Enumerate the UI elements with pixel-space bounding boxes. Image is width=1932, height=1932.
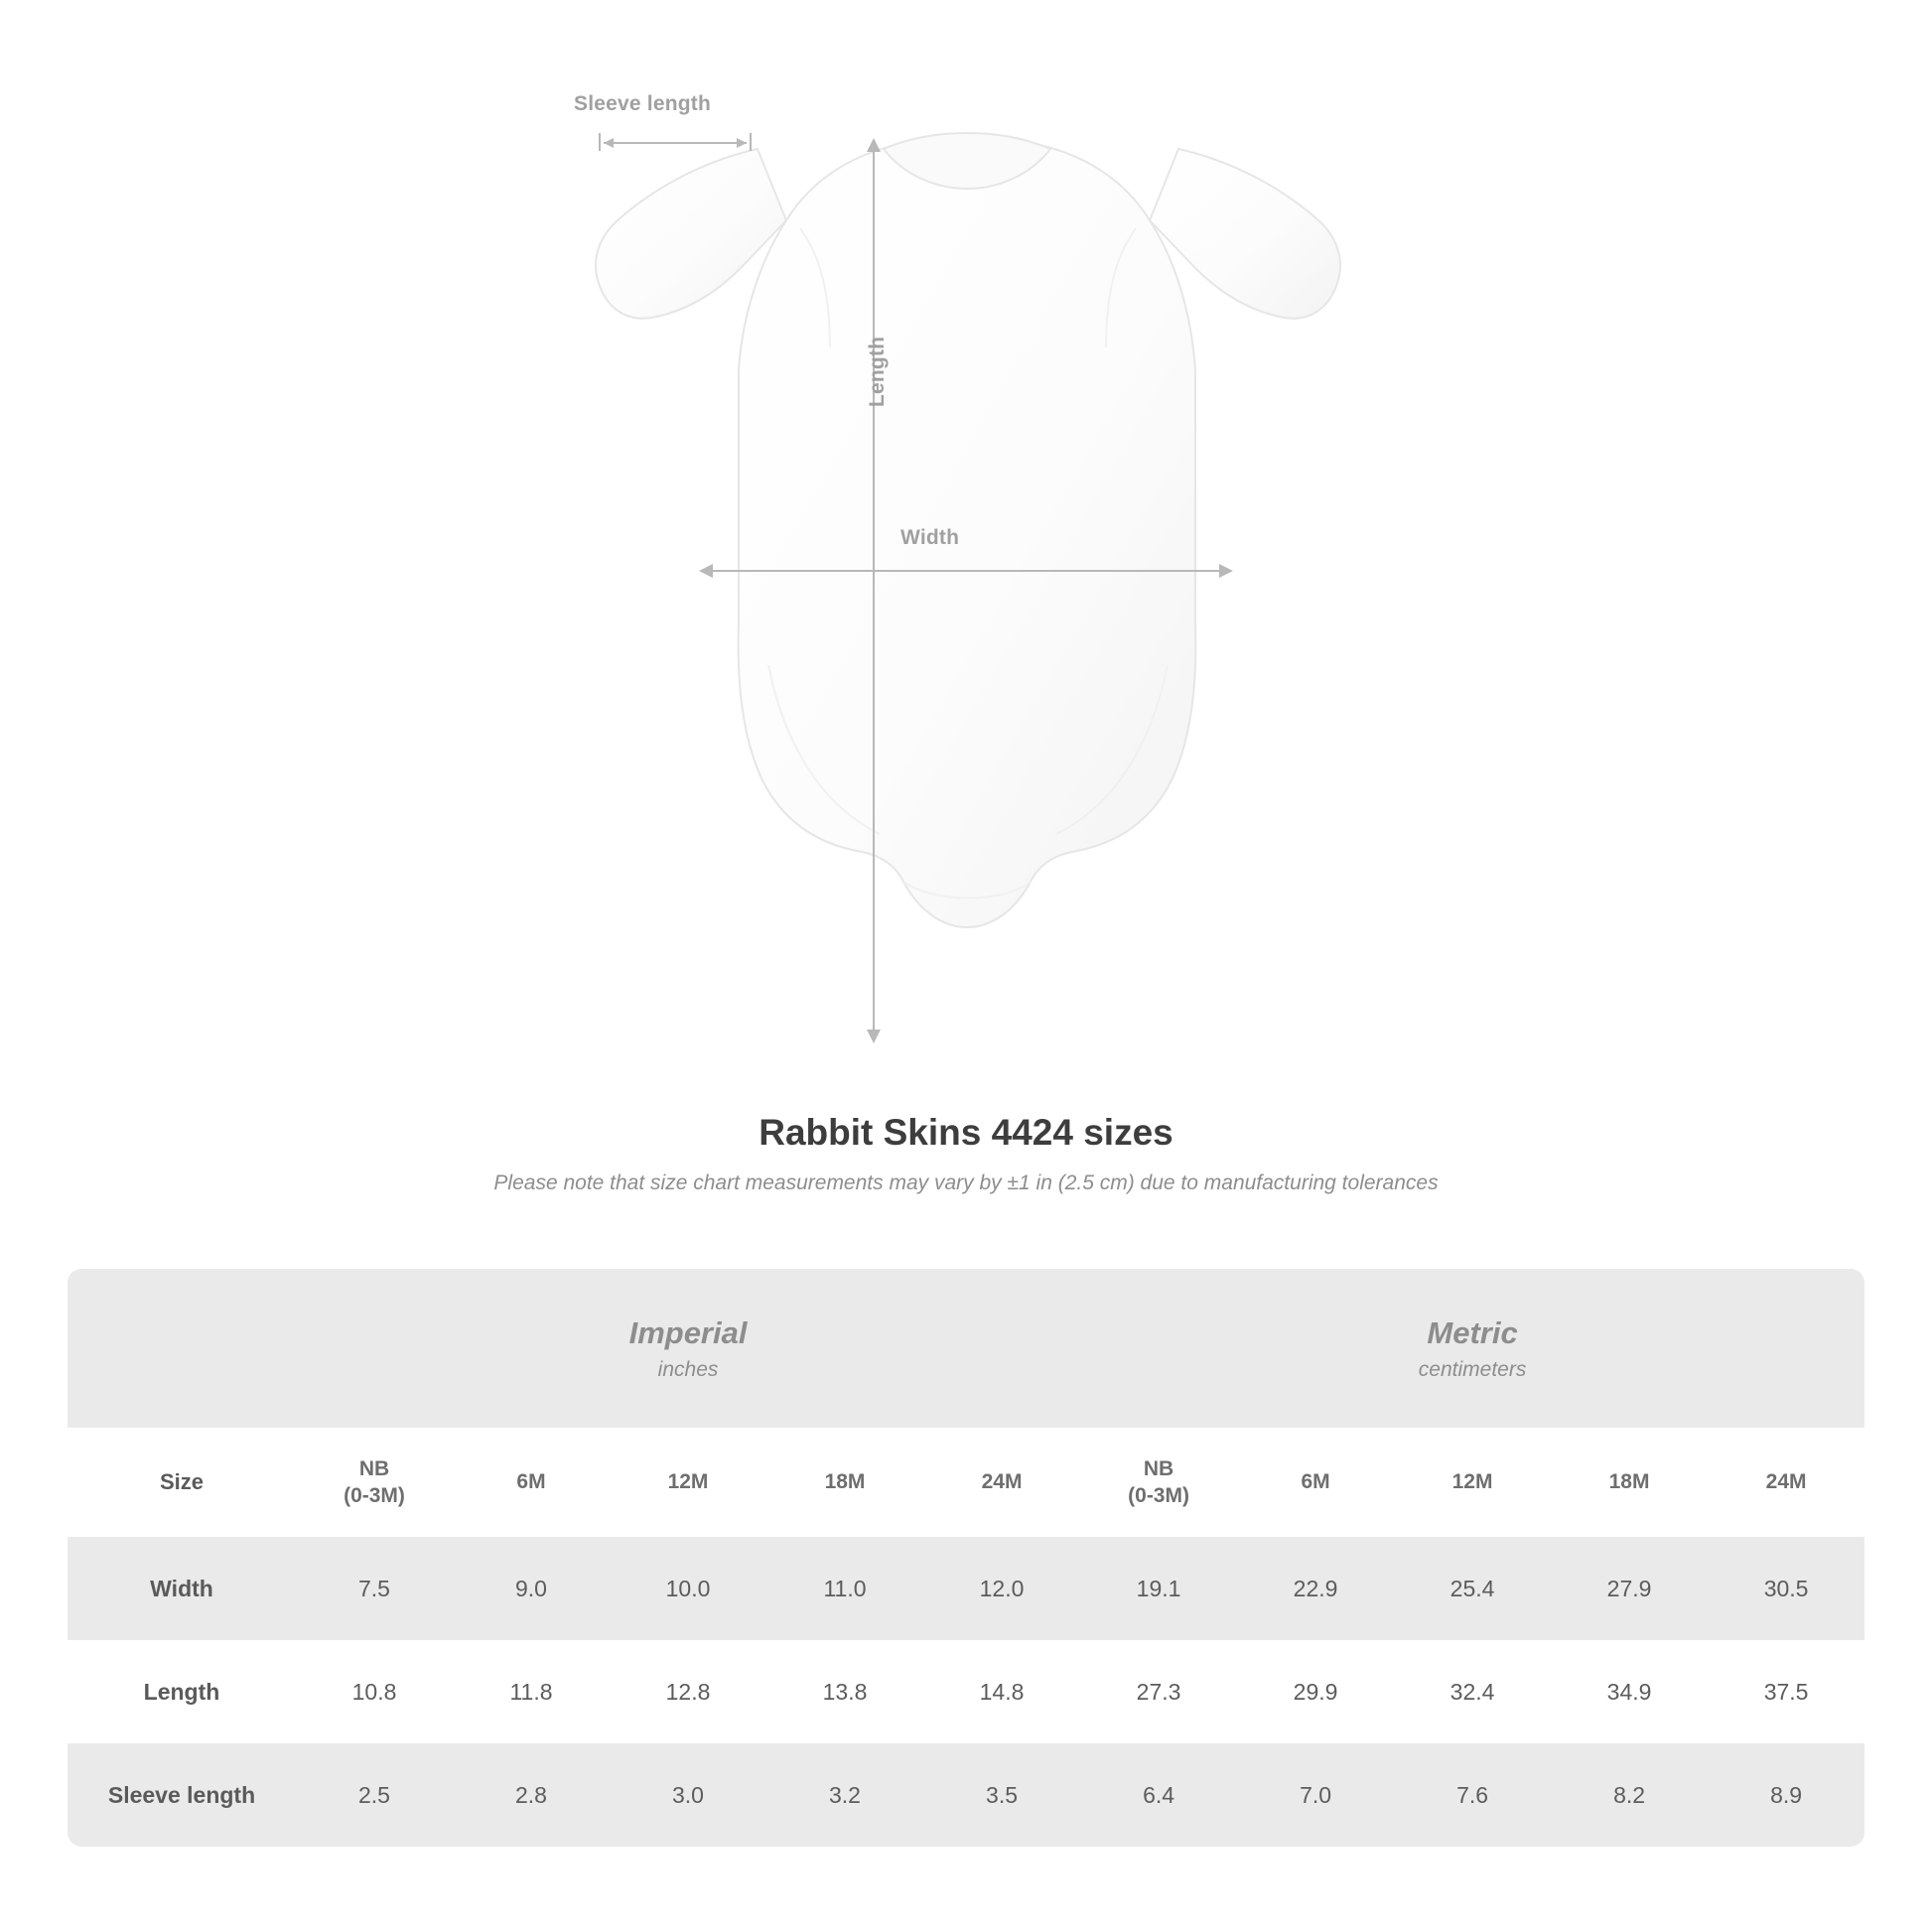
cell-sleeve-met-18m: 8.2 <box>1551 1743 1708 1847</box>
size-nb-line2: (0-3M) <box>344 1484 405 1507</box>
size-header-imperial-24m: 24M <box>923 1428 1080 1537</box>
size-nb-line1: NB <box>358 1456 390 1480</box>
cell-sleeve-met-6m: 7.0 <box>1237 1743 1394 1847</box>
length-label: Length <box>866 336 889 407</box>
size-header-metric-12m: 12M <box>1394 1428 1551 1537</box>
size-header-label: Size <box>68 1428 296 1537</box>
cell-width-met-24m: 30.5 <box>1708 1537 1864 1640</box>
system-header-imperial <box>296 1269 1080 1428</box>
cell-sleeve-met-24m: 8.9 <box>1708 1743 1864 1847</box>
table-row <box>68 1743 1864 1847</box>
system-unit-metric: centimeters <box>1418 1358 1527 1382</box>
cell-length-imp-12m: 12.8 <box>610 1640 766 1743</box>
width-label: Width <box>900 526 960 549</box>
system-header-spacer <box>68 1269 296 1428</box>
size-header-metric-24m: 24M <box>1708 1428 1864 1537</box>
system-header-metric <box>1080 1269 1864 1428</box>
system-name-metric: Metric <box>1427 1314 1518 1350</box>
cell-width-imp-18m: 11.0 <box>766 1537 923 1640</box>
cell-length-imp-nb: 10.8 <box>296 1640 453 1743</box>
row-label-sleeve-length: Sleeve length <box>68 1743 296 1847</box>
cell-width-met-nb: 19.1 <box>1080 1537 1237 1640</box>
cell-length-met-nb: 27.3 <box>1080 1640 1237 1743</box>
size-table-wrap <box>68 1269 1864 1847</box>
row-label-width: Width <box>68 1537 296 1640</box>
cell-width-imp-12m: 10.0 <box>610 1537 766 1640</box>
size-header-metric-nb <box>1080 1428 1237 1537</box>
cell-length-imp-24m: 14.8 <box>923 1640 1080 1743</box>
cell-length-met-18m: 34.9 <box>1551 1640 1708 1743</box>
size-header-imperial-nb <box>296 1428 453 1537</box>
size-header-imperial-12m: 12M <box>610 1428 766 1537</box>
cell-width-met-6m: 22.9 <box>1237 1537 1394 1640</box>
cell-width-met-12m: 25.4 <box>1394 1537 1551 1640</box>
cell-sleeve-imp-24m: 3.5 <box>923 1743 1080 1847</box>
cell-sleeve-imp-12m: 3.0 <box>610 1743 766 1847</box>
size-nb-line2-metric: (0-3M) <box>1128 1484 1189 1507</box>
table-row <box>68 1537 1864 1640</box>
cell-sleeve-met-nb: 6.4 <box>1080 1743 1237 1847</box>
cell-length-met-6m: 29.9 <box>1237 1640 1394 1743</box>
system-name-imperial: Imperial <box>628 1314 748 1350</box>
width-measure-arrow <box>695 561 1237 581</box>
cell-length-met-24m: 37.5 <box>1708 1640 1864 1743</box>
cell-length-imp-18m: 13.8 <box>766 1640 923 1743</box>
system-header-row <box>68 1269 1864 1428</box>
system-unit-imperial: inches <box>657 1358 719 1382</box>
sleeve-length-label: Sleeve length <box>574 92 711 115</box>
length-measure-arrow <box>864 134 884 1047</box>
cell-sleeve-met-12m: 7.6 <box>1394 1743 1551 1847</box>
cell-sleeve-imp-18m: 3.2 <box>766 1743 923 1847</box>
row-label-length: Length <box>68 1640 296 1743</box>
table-row <box>68 1640 1864 1743</box>
size-header-metric-6m: 6M <box>1237 1428 1394 1537</box>
cell-sleeve-imp-nb: 2.5 <box>296 1743 453 1847</box>
size-header-imperial-18m: 18M <box>766 1428 923 1537</box>
size-header-imperial-6m: 6M <box>453 1428 610 1537</box>
size-header-row <box>68 1428 1864 1537</box>
title-block <box>0 1112 1932 1195</box>
size-header-metric-18m: 18M <box>1551 1428 1708 1537</box>
size-table <box>68 1269 1864 1847</box>
cell-width-imp-24m: 12.0 <box>923 1537 1080 1640</box>
cell-width-imp-nb: 7.5 <box>296 1537 453 1640</box>
cell-sleeve-imp-6m: 2.8 <box>453 1743 610 1847</box>
cell-width-imp-6m: 9.0 <box>453 1537 610 1640</box>
cell-length-met-12m: 32.4 <box>1394 1640 1551 1743</box>
cell-length-imp-6m: 11.8 <box>453 1640 610 1743</box>
page-title: Rabbit Skins 4424 sizes <box>759 1112 1173 1153</box>
sleeve-length-measure-arrow <box>596 129 755 153</box>
bodysuit-illustration <box>556 109 1380 1062</box>
cell-width-met-18m: 27.9 <box>1551 1537 1708 1640</box>
tolerance-note: Please note that size chart measurements may vary by ±1 in (2.5 cm) due to manufacturing tolerances <box>493 1172 1439 1194</box>
size-nb-line1-metric: NB <box>1143 1456 1174 1480</box>
